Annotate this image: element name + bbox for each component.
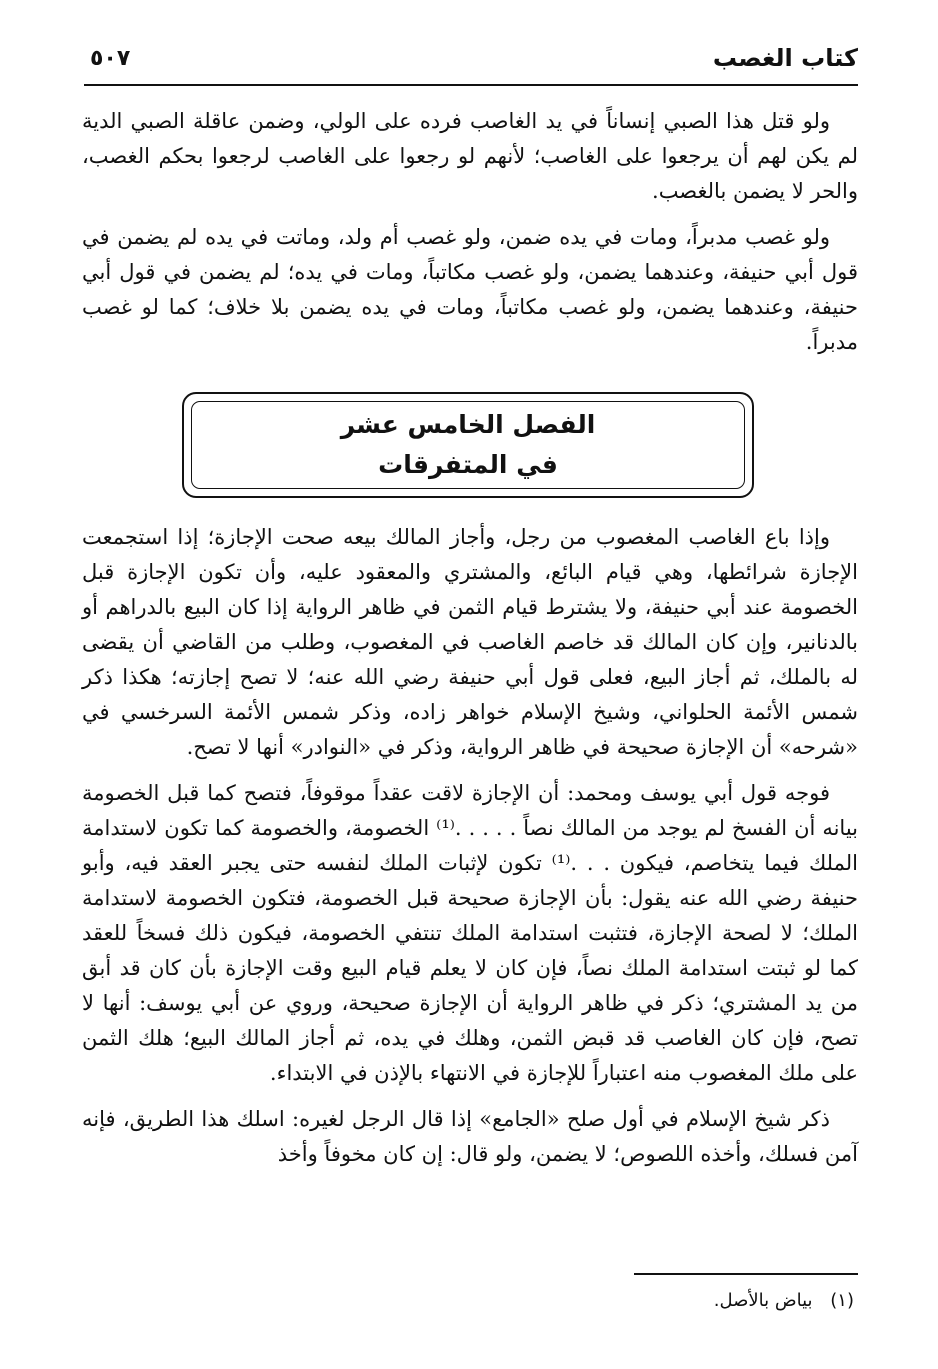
chapter-title: الفصل الخامس عشر <box>340 410 596 439</box>
running-title: كتاب الغصب <box>712 44 858 72</box>
chapter-heading-box <box>182 392 754 498</box>
paragraph: وإذا باع الغاصب المغصوب من رجل، وأجاز المالك بيعه صحت الإجازة؛ إذا استجمعت الإجازة شرائطها، وهي قيام البائع، والمشتري والمعقود عليه، وأن تكون الإجازة قبل الخصومة عند أبي حنيفة، ولا يشترط قيام الثمن في ظاهر الرواية إذا كان البيع بالدراهم أو بالدنانير، وإن كان المالك قد خاصم الغاصب في المغصوب، وطلب من القاضي أن يقضى له بالملك، ثم أجاز البيع، فعلى قول أبي حنيفة رضي الله عنه؛ لا تصح إجازته؛ هكذا ذكر شمس الأئمة الحلواني، وشيخ الإسلام خواهر زاده، وذكر شمس الأئمة السرخسي في «شرحه» أن الإجازة صحيحة في ظاهر الرواية، وذكر في «النوادر» أنها لا تصح. <box>82 525 859 759</box>
text-block-top <box>82 104 858 371</box>
page-header <box>84 38 858 86</box>
paragraph: ذكر شيخ الإسلام في أول صلح «الجامع» إذا قال الرجل لغيره: اسلك هذا الطريق، فإنه آمن فسلك، وأخذه اللصوص؛ لا يضمن، ولو قال: إن كان مخوفاً وأخذ <box>82 1107 858 1166</box>
footnote <box>714 1290 854 1311</box>
footnote-separator <box>634 1273 858 1275</box>
text-block-bottom <box>82 520 858 1183</box>
page-number: ٥٠٧ <box>90 46 131 71</box>
paragraph: ولو قتل هذا الصبي إنساناً في يد الغاصب فرده على الولي، وضمن عاقلة الصبي الدية لم يكن لهم أن يرجعوا على الغاصب؛ لأنهم لو رجعوا على الغاصب لرجعوا بحكم الغصب، والحر لا يضمن بالغصب. <box>82 109 858 203</box>
footnote-number: (١) <box>830 1290 854 1311</box>
chapter-subtitle: في المتفرقات <box>378 450 558 479</box>
paragraph: فوجه قول أبي يوسف ومحمد: أن الإجازة لاقت عقداً موقوفاً، فتصح كما قبل الخصومة بيانه أن الفسخ لم يوجد من المالك نصاً . . . . .⁽¹⁾ الخصومة، والخصومة كما تكون لاستدامة الملك فيما يتخاصم، فيكون . . .⁽¹⁾ تكون لإثبات الملك لنفسه حتى يجبر العقد فيه، وأبو حنيفة رضي الله عنه يقول: بأن الإجازة صحيحة قبل الخصومة، فتكون الخصومة لاستدامة الملك؛ لا لصحة الإجازة، فتثبت استدامة الملك تنتفي الخصومة، فيكون ذلك فسخاً للعقد كما لو ثبتت استدامة الملك نصاً، فإن كان لا يعلم قيام البيع وقت الإجازة بأن كان قد أبق من يد المشتري؛ ذكر في ظاهر الرواية أن الإجازة صحيحة، وروي عن أبي يوسف: أنها لا تصح، فإن كان الغاصب قد قبض الثمن، وهلك في يده، ثم أجاز المالك البيع؛ هلك الثمن على ملك المغصوب منه اعتباراً للإجازة في الانتهاء بالإذن في الابتداء. <box>82 781 859 1085</box>
footnote-text: بياض بالأصل. <box>713 1290 813 1311</box>
paragraph: ولو غصب مدبراً، ومات في يده ضمن، ولو غصب أم ولد، وماتت في يده لم يضمن في قول أبي حنيفة، وعندهما يضمن، ولو غصب مكاتباً، ومات في يده؛ لم يضمن في قول أبي حنيفة، وعندهما يضمن، ولو غصب مكاتباً، ومات في يده يضمن بلا خلاف؛ كما لو غصب مدبراً. <box>82 225 858 354</box>
